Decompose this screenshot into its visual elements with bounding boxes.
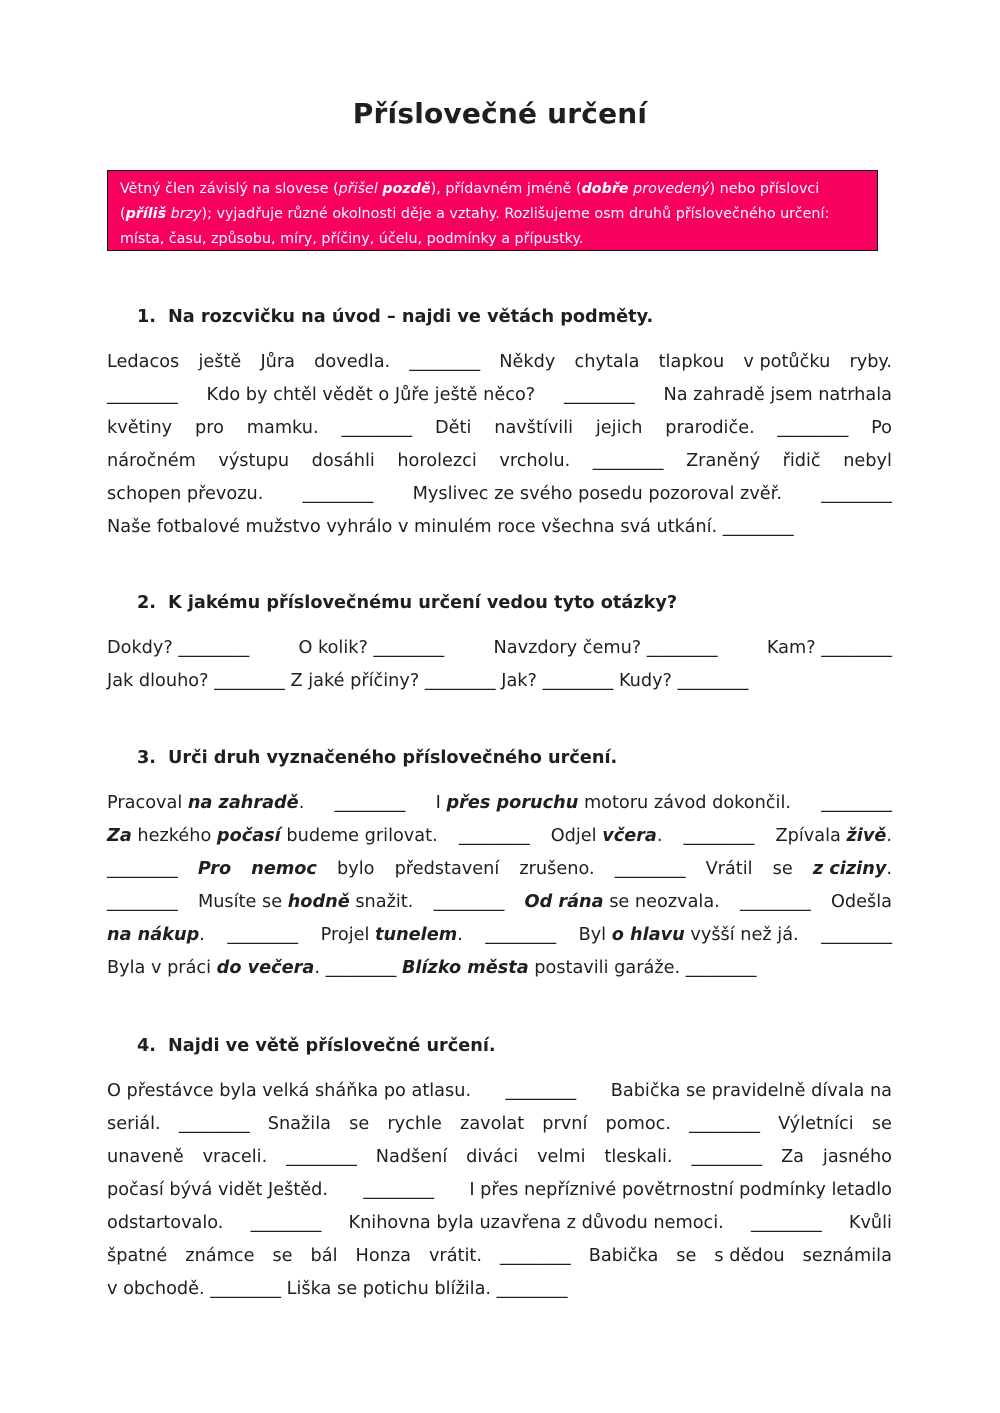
answer-blank[interactable] xyxy=(251,1207,322,1240)
answer-blank[interactable] xyxy=(821,632,892,665)
question-item: O kolik? ________ xyxy=(298,632,444,665)
text-line: schopen převozu. ________ Myslivec ze svého posedu pozoroval zvěř. ________ xyxy=(107,478,892,511)
answer-blank[interactable] xyxy=(178,632,249,665)
text-line: náročném výstupu dosáhli horolezci vrcholu. ________ Zraněný řidič nebyl xyxy=(107,445,892,478)
text-line: odstartovalo. ________ Knihovna byla uzavřena z důvodu nemoci. ________ Kvůli xyxy=(107,1207,892,1240)
text-line: ________ Pro nemoc bylo představení zrušeno. ________ Vrátil se z ciziny. xyxy=(107,853,892,886)
text-line xyxy=(107,632,892,665)
answer-blank[interactable] xyxy=(543,665,614,698)
text-line: špatné známce se bál Honza vrátit. ________ Babička se s dědou seznámila xyxy=(107,1240,892,1273)
section-4-heading: 4. Najdi ve větě příslovečné určení. xyxy=(137,1036,496,1056)
answer-blank[interactable] xyxy=(689,1108,760,1141)
answer-blank[interactable] xyxy=(227,919,298,952)
answer-blank[interactable] xyxy=(686,952,757,985)
answer-blank[interactable] xyxy=(107,853,178,886)
text-line: Byla v práci do večera. ________ Blízko města postavili garáže. ________ xyxy=(107,952,892,985)
text-line: Pracoval na zahradě. ________ I přes poruchu motoru závod dokončil. ________ xyxy=(107,787,892,820)
answer-blank[interactable] xyxy=(210,1273,281,1306)
text-line: Naše fotbalové mužstvo vyhrálo v minulém roce všechna svá utkání. ________ xyxy=(107,511,892,544)
answer-blank[interactable] xyxy=(107,886,178,919)
answer-blank[interactable] xyxy=(564,379,635,412)
answer-blank[interactable] xyxy=(684,820,755,853)
answer-blank[interactable] xyxy=(425,665,496,698)
answer-blank[interactable] xyxy=(363,1174,434,1207)
answer-blank[interactable] xyxy=(615,853,686,886)
answer-blank[interactable] xyxy=(778,412,849,445)
text-line: na nákup. ________ Projel tunelem. ________ Byl o hlavu vyšší než já. ________ xyxy=(107,919,892,952)
text-line: v obchodě. ________ Liška se potichu blížila. ________ xyxy=(107,1273,892,1306)
answer-blank[interactable] xyxy=(678,665,749,698)
text-line: O přestávce byla velká sháňka po atlasu. ________ Babička se pravidelně dívala na xyxy=(107,1075,892,1108)
answer-blank[interactable] xyxy=(500,1240,571,1273)
answer-blank[interactable] xyxy=(434,886,505,919)
answer-blank[interactable] xyxy=(821,478,892,511)
answer-blank[interactable] xyxy=(341,412,412,445)
answer-blank[interactable] xyxy=(335,787,406,820)
section-4-exercise xyxy=(107,1075,892,1306)
text-line: Ledacos ještě Jůra dovedla. ________ Někdy chytala tlapkou v potůčku ryby. xyxy=(107,346,892,379)
answer-blank[interactable] xyxy=(286,1141,357,1174)
text-line: Jak dlouho? ________ Z jaké příčiny? ________ Jak? ________ Kudy? ________ xyxy=(107,665,892,698)
definition-box xyxy=(107,170,878,251)
answer-blank[interactable] xyxy=(647,632,718,665)
answer-blank[interactable] xyxy=(821,919,892,952)
text-line: unaveně vraceli. ________ Nadšení diváci velmi tleskali. ________ Za jasného xyxy=(107,1141,892,1174)
answer-blank[interactable] xyxy=(303,478,374,511)
answer-blank[interactable] xyxy=(107,379,178,412)
answer-blank[interactable] xyxy=(691,1141,762,1174)
answer-blank[interactable] xyxy=(485,919,556,952)
page-title: Příslovečné určení xyxy=(352,97,648,130)
text-line: seriál. ________ Snažila se rychle zavolat první pomoc. ________ Výletníci se xyxy=(107,1108,892,1141)
section-3-heading: 3. Urči druh vyznačeného příslovečného určení. xyxy=(137,748,618,768)
section-1-exercise xyxy=(107,346,892,544)
answer-blank[interactable] xyxy=(179,1108,250,1141)
answer-blank[interactable] xyxy=(821,787,892,820)
answer-blank[interactable] xyxy=(409,346,480,379)
answer-blank[interactable] xyxy=(214,665,285,698)
answer-blank[interactable] xyxy=(593,445,664,478)
answer-blank[interactable] xyxy=(459,820,530,853)
answer-blank[interactable] xyxy=(751,1207,822,1240)
definition-line: Větný člen závislý na slovese (přišel pozdě), přídavném jméně (dobře provedený) nebo příslovci xyxy=(120,181,820,197)
section-2-exercise xyxy=(107,632,892,698)
definition-line: místa, času, způsobu, míry, příčiny, účelu, podmínky a přípustky. xyxy=(120,231,584,247)
text-line: květiny pro mamku. ________ Děti navštívili jejich prarodiče. ________ Po xyxy=(107,412,892,445)
question-item: Kam? ________ xyxy=(767,632,892,665)
answer-blank[interactable] xyxy=(326,952,397,985)
answer-blank[interactable] xyxy=(374,632,445,665)
definition-line: (příliš brzy); vyjadřuje různé okolnosti děje a vztahy. Rozlišujeme osm druhů příslovečného určení: xyxy=(120,206,830,222)
section-3-exercise xyxy=(107,787,892,985)
answer-blank[interactable] xyxy=(723,511,794,544)
text-line: Za hezkého počasí budeme grilovat. ________ Odjel včera. ________ Zpívala živě. xyxy=(107,820,892,853)
section-1-heading: 1. Na rozcvičku na úvod – najdi ve větách podměty. xyxy=(137,307,654,327)
text-line: ________ Kdo by chtěl vědět o Jůře ještě něco? ________ Na zahradě jsem natrhala xyxy=(107,379,892,412)
answer-blank[interactable] xyxy=(497,1273,568,1306)
text-line: počasí bývá vidět Ještěd. ________ I přes nepříznivé povětrnostní podmínky letadlo xyxy=(107,1174,892,1207)
section-2-heading: 2. K jakému příslovečnému určení vedou tyto otázky? xyxy=(137,593,678,613)
question-item: Dokdy? ________ xyxy=(107,632,249,665)
answer-blank[interactable] xyxy=(740,886,811,919)
text-line: ________ Musíte se hodně snažit. ________ Od rána se neozvala. ________ Odešla xyxy=(107,886,892,919)
answer-blank[interactable] xyxy=(506,1075,577,1108)
question-item: Navzdory čemu? ________ xyxy=(494,632,718,665)
